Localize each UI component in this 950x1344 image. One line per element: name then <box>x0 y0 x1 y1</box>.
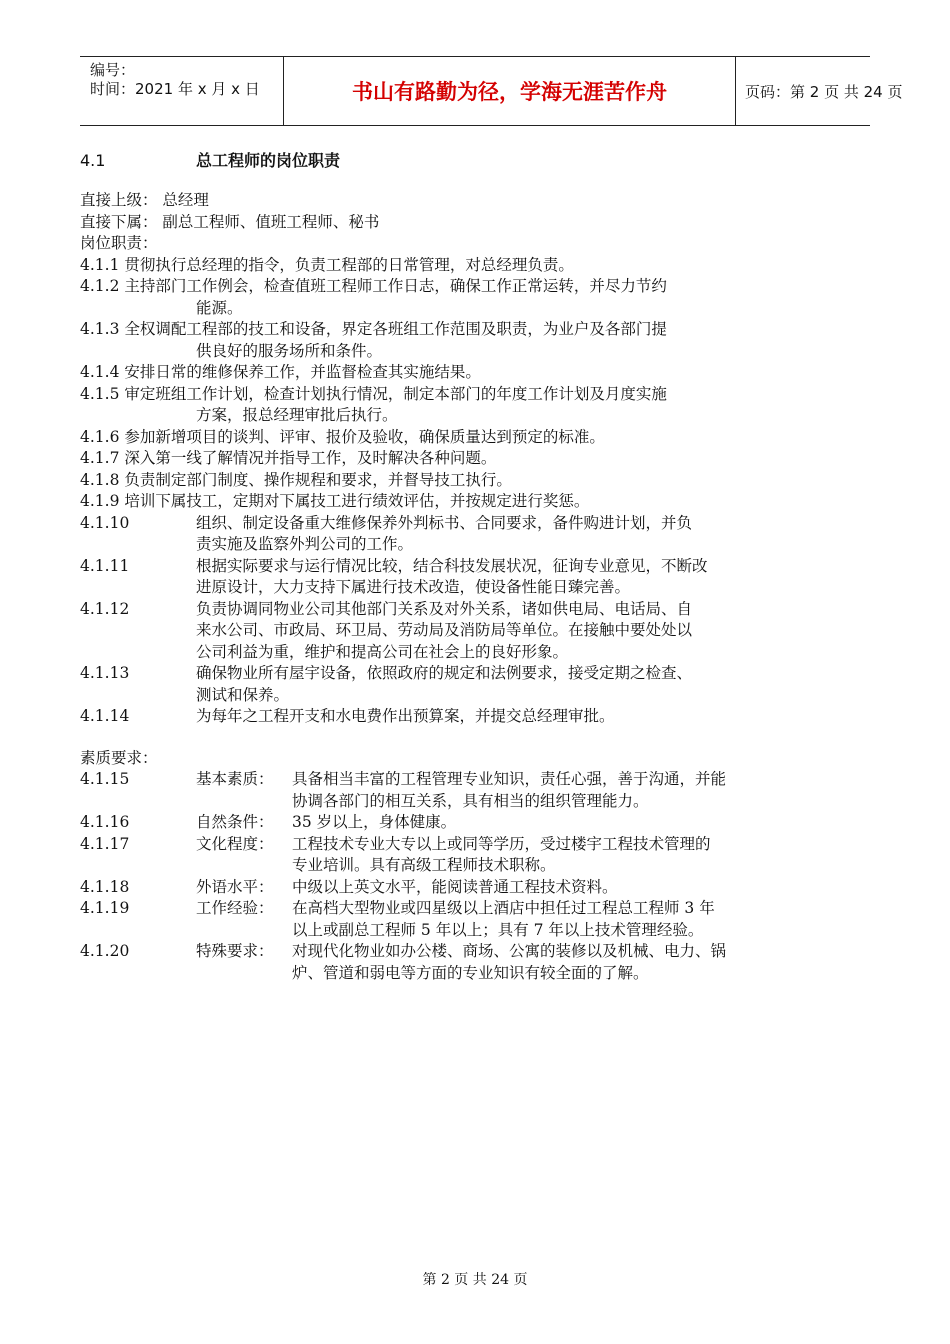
duty-number: 4.1.10 <box>80 513 130 532</box>
quality-line <box>80 812 840 834</box>
duty-line <box>80 427 840 449</box>
duty-text: 贯彻执行总经理的指令，负责工程部的日常管理，对总经理负责。 <box>124 255 574 274</box>
header-motto: 书山有路勤为径，学海无涯苦作舟 <box>283 57 736 125</box>
quality-item <box>80 941 840 984</box>
quality-list <box>80 769 840 984</box>
duty-number: 4.1.7 <box>80 449 120 467</box>
duty-line <box>80 384 840 406</box>
duty-number: 4.1.11 <box>80 556 130 575</box>
duties-list-wide <box>80 513 840 728</box>
quality-text: 35 岁以上，身体健康。 <box>292 813 457 831</box>
duty-text: 公司利益为重，维护和提高公司在社会上的良好形象。 <box>196 642 569 661</box>
quality-line <box>80 920 840 942</box>
duty-text: 确保物业所有屋宇设备，依照政府的规定和法例要求，接受定期之检查、 <box>196 664 693 682</box>
duty-number: 4.1.12 <box>80 599 130 618</box>
duty-item <box>80 362 840 384</box>
duty-text: 全权调配工程部的技工和设备，界定各班组工作范围及职责，为业户及各部门提 <box>124 320 667 338</box>
section-title: 总工程师的岗位职责 <box>196 151 341 170</box>
quality-line <box>80 855 840 877</box>
duty-line <box>80 599 840 621</box>
quality-item <box>80 812 840 834</box>
quality-line <box>80 877 840 899</box>
quality-text: 协调各部门的相互关系，具有相当的组织管理能力。 <box>292 791 649 810</box>
quality-number: 4.1.15 <box>80 770 130 788</box>
duty-line <box>80 319 840 341</box>
duty-item <box>80 427 840 449</box>
quality-label-name: 外语水平： <box>196 877 274 896</box>
quality-number: 4.1.16 <box>80 813 130 831</box>
header-meta <box>80 57 280 125</box>
duty-number: 4.1.1 <box>80 255 120 274</box>
duty-item <box>80 663 840 706</box>
duty-line <box>80 685 840 707</box>
duty-text: 为每年之工程开支和水电费作出预算案，并提交总经理审批。 <box>196 707 615 725</box>
duty-text: 根据实际要求与运行情况比较，结合科技发展状况，征询专业意见，不断改 <box>196 556 708 575</box>
duty-text-continued: 供良好的服务场所和条件。 <box>196 341 383 360</box>
duty-line <box>80 470 840 492</box>
doc-number-label: 编号： <box>90 61 136 79</box>
quality-text: 专业培训。具有高级工程师技术职称。 <box>292 856 556 874</box>
duty-text: 安排日常的维修保养工作，并监督检查其实施结果。 <box>124 363 481 381</box>
duty-line <box>80 276 840 298</box>
quality-label-name: 基本素质： <box>196 770 274 788</box>
duty-item <box>80 513 840 556</box>
duty-text-continued: 方案，报总经理审批后执行。 <box>196 406 398 424</box>
duty-number: 4.1.13 <box>80 664 130 682</box>
duty-text-continued: 能源。 <box>196 298 243 317</box>
duty-line <box>80 577 840 599</box>
duty-number: 4.1.6 <box>80 427 120 446</box>
duty-text: 负责制定部门制度、操作规程和要求，并督导技工执行。 <box>124 470 512 489</box>
quality-label-name: 文化程度： <box>196 834 274 853</box>
duty-line <box>80 534 840 556</box>
duty-number: 4.1.9 <box>80 492 120 510</box>
duty-item <box>80 255 840 277</box>
duty-text: 责实施及监察外判公司的工作。 <box>196 535 414 553</box>
quality-text: 对现代化物业如办公楼、商场、公寓的装修以及机械、电力、锅 <box>292 942 727 960</box>
duty-line <box>80 448 840 470</box>
duty-item <box>80 448 840 470</box>
section-heading <box>80 148 340 171</box>
quality-item <box>80 834 840 877</box>
quality-text: 具备相当丰富的工程管理专业知识，责任心强，善于沟通，并能 <box>292 770 727 788</box>
direct-superior: 直接上级： 总经理 <box>80 191 209 209</box>
quality-line <box>80 834 840 856</box>
duty-text: 培训下属技工，定期对下属技工进行绩效评估，并按规定进行奖惩。 <box>124 492 590 510</box>
duty-item <box>80 319 840 362</box>
quality-label-name: 工作经验： <box>196 899 274 917</box>
duty-line <box>80 513 840 535</box>
quality-text: 在高档大型物业或四星级以上酒店中担任过工程总工程师 3 年 <box>292 899 715 917</box>
quality-line <box>80 769 840 791</box>
duty-text: 组织、制定设备重大维修保养外判标书、合同要求，备件购进计划，并负 <box>196 513 693 532</box>
doc-time-label: 时间：2021 年 x 月 x 日 <box>90 80 260 98</box>
duty-text: 来水公司、市政局、环卫局、劳动局及消防局等单位。在接触中要处处以 <box>196 621 693 639</box>
duty-item <box>80 384 840 427</box>
quality-line <box>80 941 840 963</box>
duty-item <box>80 556 840 599</box>
quality-text: 以上或副总工程师 5 年以上；具有 7 年以上技术管理经验。 <box>292 920 704 939</box>
section-number: 4.1 <box>80 151 106 170</box>
quality-text: 中级以上英文水平，能阅读普通工程技术资料。 <box>292 877 618 896</box>
duty-item <box>80 599 840 664</box>
duty-number: 4.1.3 <box>80 320 120 338</box>
duty-text: 深入第一线了解情况并指导工作，及时解决各种问题。 <box>124 449 497 467</box>
duty-number: 4.1.4 <box>80 363 120 381</box>
quality-text: 工程技术专业大专以上或同等学历，受过楼宇工程技术管理的 <box>292 834 711 853</box>
quality-line <box>80 791 840 813</box>
duty-line <box>80 491 840 513</box>
duty-text: 测试和保养。 <box>196 685 290 704</box>
quality-number: 4.1.18 <box>80 877 130 896</box>
quality-label-name: 自然条件： <box>196 813 274 831</box>
quality-text: 炉、管道和弱电等方面的专业知识有较全面的了解。 <box>292 963 649 982</box>
duty-item <box>80 491 840 513</box>
duty-line <box>80 362 840 384</box>
duty-line <box>80 620 840 642</box>
quality-label: 素质要求： <box>80 748 158 767</box>
duty-line <box>80 255 840 277</box>
duties-label: 岗位职责： <box>80 234 158 252</box>
duty-text: 进原设计，大力支持下属进行技术改造，使设备性能日臻完善。 <box>196 578 631 596</box>
duty-line <box>80 706 840 728</box>
duty-line <box>80 663 840 685</box>
duty-number: 4.1.14 <box>80 707 130 725</box>
quality-item <box>80 898 840 941</box>
duty-number: 4.1.2 <box>80 277 120 295</box>
duty-text: 审定班组工作计划，检查计划执行情况，制定本部门的年度工作计划及月度实施 <box>124 384 667 403</box>
page-header <box>80 56 903 126</box>
quality-number: 4.1.17 <box>80 834 130 853</box>
duty-line <box>80 556 840 578</box>
header-page-info: 页码：第 2 页 共 24 页 <box>745 82 903 101</box>
quality-line <box>80 898 840 920</box>
quality-label-name: 特殊要求： <box>196 942 274 960</box>
page-footer: 第 2 页 共 24 页 <box>422 1272 528 1288</box>
quality-number: 4.1.19 <box>80 899 130 917</box>
duties-list-short <box>80 255 840 513</box>
duty-text: 参加新增项目的谈判、评审、报价及验收，确保质量达到预定的标准。 <box>124 427 605 446</box>
duty-number: 4.1.8 <box>80 470 120 489</box>
duty-text: 主持部门工作例会，检查值班工程师工作日志，确保工作正常运转，并尽力节约 <box>124 277 667 295</box>
quality-number: 4.1.20 <box>80 942 130 960</box>
duty-item <box>80 706 840 728</box>
duty-item <box>80 470 840 492</box>
document-body <box>80 190 840 984</box>
duty-text: 负责协调同物业公司其他部门关系及对外关系，诸如供电局、电话局、自 <box>196 599 693 618</box>
quality-line <box>80 963 840 985</box>
duty-number: 4.1.5 <box>80 384 120 403</box>
quality-item <box>80 769 840 812</box>
quality-item <box>80 877 840 899</box>
duty-line <box>80 642 840 664</box>
duty-item <box>80 276 840 319</box>
direct-subordinates: 直接下属： 副总工程师、值班工程师、秘书 <box>80 212 380 231</box>
